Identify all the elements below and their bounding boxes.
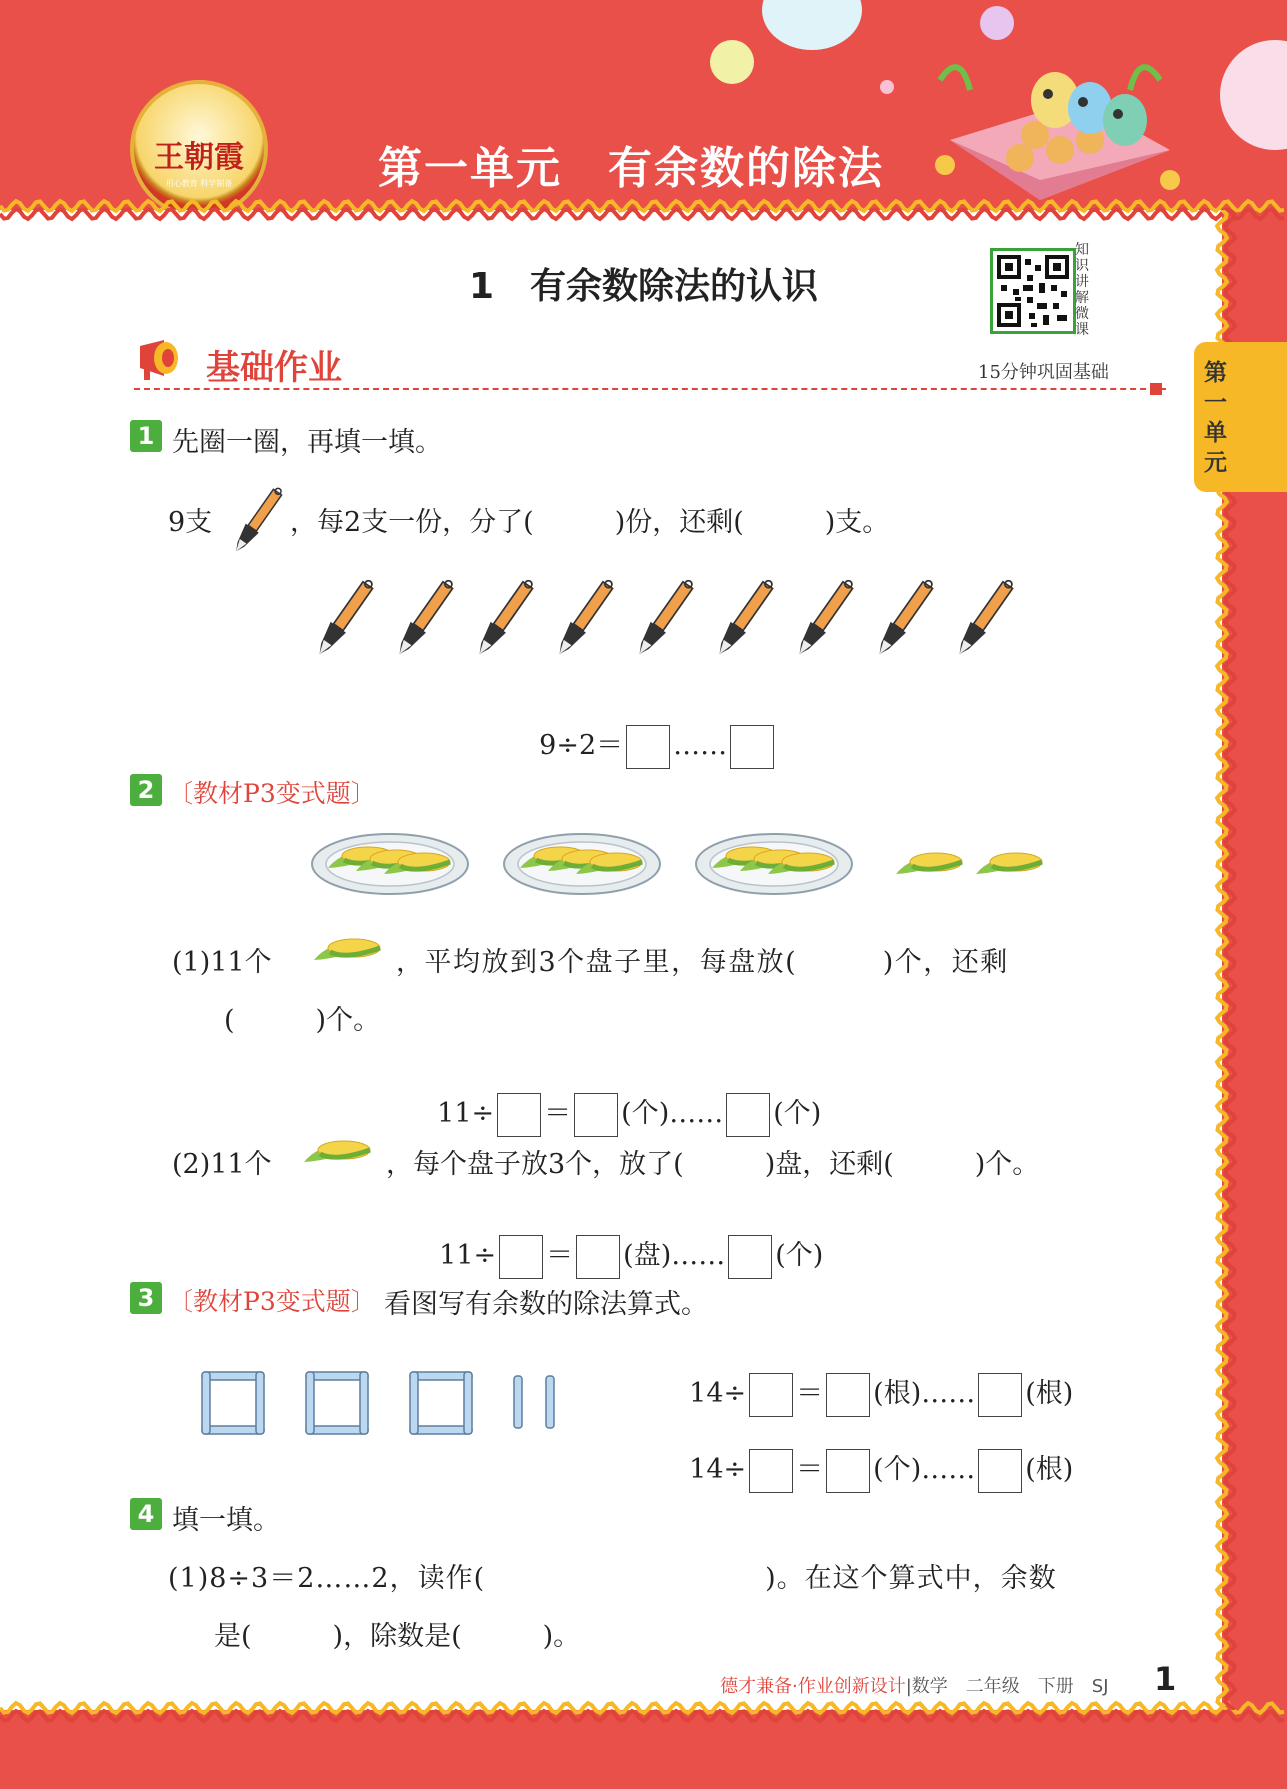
qr-pattern-icon	[993, 251, 1073, 331]
question-number-4: 4	[130, 1498, 162, 1530]
q2-p2-eq-c: (盘)……	[623, 1240, 726, 1271]
answer-box[interactable]	[576, 1235, 620, 1279]
corn-icon	[886, 836, 972, 888]
bubble-decoration	[1220, 40, 1287, 150]
wavy-border-top	[0, 196, 1287, 224]
answer-box[interactable]	[574, 1093, 618, 1137]
brush-icon	[390, 570, 460, 670]
q1-eq-mid: ……	[673, 730, 728, 761]
q2-p1-eq-c: (个)……	[621, 1098, 724, 1129]
question-number-2: 2	[130, 774, 162, 806]
bubble-decoration	[880, 80, 894, 94]
footer-info: |数学 二年级 下册 SJ	[905, 1676, 1109, 1697]
q3-prompt: 看图写有余数的除法算式。	[384, 1289, 708, 1320]
matchstick-squares	[200, 1370, 570, 1440]
plate-with-corn	[502, 820, 662, 900]
qr-code[interactable]	[990, 248, 1076, 334]
q4-p1-cont: 是( )，除数是( )。	[214, 1621, 581, 1652]
q3-equation-2	[672, 1416, 1073, 1493]
matchstick-square	[408, 1370, 474, 1436]
corn-plates-row	[310, 820, 1070, 900]
q2-p2-end: ，每个盘子放3个，放了( )盘，还剩( )个。	[386, 1149, 1040, 1180]
q3-eq2-b: ＝	[796, 1454, 824, 1485]
brush-icon	[310, 570, 380, 670]
q3-eq2-c: (个)……	[873, 1454, 976, 1485]
matchstick-square	[200, 1370, 266, 1436]
brush-icon	[470, 570, 540, 670]
q1-line-end: ，每2支一份，分了( )份，还剩( )支。	[290, 507, 890, 538]
answer-box[interactable]	[826, 1449, 870, 1493]
brush-icon	[790, 570, 860, 670]
logo-subtext: 用心教育 科学制备	[165, 179, 233, 188]
answer-box[interactable]	[497, 1093, 541, 1137]
answer-box[interactable]	[826, 1373, 870, 1417]
brush-icon	[950, 570, 1020, 670]
q3-eq2-a: 14÷	[689, 1454, 747, 1485]
footer	[720, 1672, 1109, 1698]
section-note: 15分钟巩固基础	[978, 362, 1109, 383]
q2-p2-eq-d: (个)	[775, 1240, 824, 1271]
corn-icon	[304, 922, 390, 974]
q2-p2-equation	[422, 1202, 823, 1279]
q2-p2-eq-a: 11÷	[439, 1240, 497, 1271]
section-title: 基础作业	[206, 348, 342, 388]
matchstick	[512, 1374, 524, 1430]
q1-equation	[522, 692, 777, 769]
brush-icon	[630, 570, 700, 670]
q2-p1-start: (1)11个	[172, 947, 272, 978]
answer-box[interactable]	[730, 725, 774, 769]
q3-eq1-d: (根)	[1025, 1378, 1074, 1409]
plate-with-corn	[310, 820, 470, 900]
matchstick	[544, 1374, 556, 1430]
brush-icon	[550, 570, 620, 670]
answer-box[interactable]	[978, 1373, 1022, 1417]
corn-icon	[966, 836, 1052, 888]
bubble-decoration	[710, 40, 754, 84]
plate-with-corn	[694, 820, 854, 900]
matchstick-square	[304, 1370, 370, 1436]
q2-p2-start: (2)11个	[172, 1149, 272, 1180]
q2-p1-cont: ( )个。	[224, 1005, 381, 1036]
answer-box[interactable]	[728, 1235, 772, 1279]
q2-p1-equation	[420, 1060, 821, 1137]
corn-icon	[294, 1124, 380, 1176]
answer-box[interactable]	[978, 1449, 1022, 1493]
q2-p2-eq-b: ＝	[546, 1240, 574, 1271]
unit-title: 第一单元 有余数的除法	[378, 143, 884, 194]
brush-row	[310, 570, 1030, 670]
q3-eq2-d: (根)	[1025, 1454, 1074, 1485]
brush-icon	[228, 480, 288, 560]
bubble-decoration	[762, 0, 862, 50]
qr-label: 知识讲解微课	[1075, 242, 1089, 338]
answer-box[interactable]	[726, 1093, 770, 1137]
brush-icon	[870, 570, 940, 670]
birds-illustration	[920, 40, 1190, 210]
section-divider-end	[1150, 383, 1162, 395]
q2-p1-eq-b: ＝	[544, 1098, 572, 1129]
q4-prompt: 填一填。	[172, 1505, 280, 1536]
logo-text: 王朝霞	[154, 140, 244, 175]
q1-eq-left: 9÷2＝	[539, 730, 624, 761]
q3-eq1-b: ＝	[796, 1378, 824, 1409]
wavy-border-bottom	[0, 1698, 1287, 1726]
footer-brand: 德才兼备·作业创新设计	[720, 1676, 906, 1697]
q3-tag: 〔教材P3变式题〕	[168, 1287, 376, 1316]
section-divider	[134, 388, 1166, 390]
answer-box[interactable]	[749, 1449, 793, 1493]
q3-eq1-c: (根)……	[873, 1378, 976, 1409]
page-number: 1	[1154, 1660, 1177, 1698]
q3-equation-1	[672, 1340, 1073, 1417]
lesson-title: 1 有余数除法的认识	[468, 266, 819, 307]
q1-line-start: 9支	[168, 507, 213, 538]
q1-prompt: 先圈一圈，再填一填。	[172, 427, 442, 458]
brush-icon	[710, 570, 780, 670]
answer-box[interactable]	[749, 1373, 793, 1417]
question-number-1: 1	[130, 420, 162, 452]
q3-eq1-a: 14÷	[689, 1378, 747, 1409]
q4-p1: (1)8÷3＝2……2，读作( )。在这个算式中，余数	[168, 1563, 1057, 1594]
answer-box[interactable]	[499, 1235, 543, 1279]
q2-p1-eq-d: (个)	[773, 1098, 822, 1129]
megaphone-icon	[134, 336, 184, 382]
q2-tag: 〔教材P3变式题〕	[168, 779, 376, 808]
answer-box[interactable]	[626, 725, 670, 769]
unit-side-tab-label: 第一单元	[1204, 360, 1227, 476]
bubble-decoration	[980, 6, 1014, 40]
q2-p1-end: ，平均放到3个盘子里，每盘放( )个，还剩	[396, 947, 1009, 978]
question-number-3: 3	[130, 1282, 162, 1314]
q2-p1-eq-a: 11÷	[437, 1098, 495, 1129]
